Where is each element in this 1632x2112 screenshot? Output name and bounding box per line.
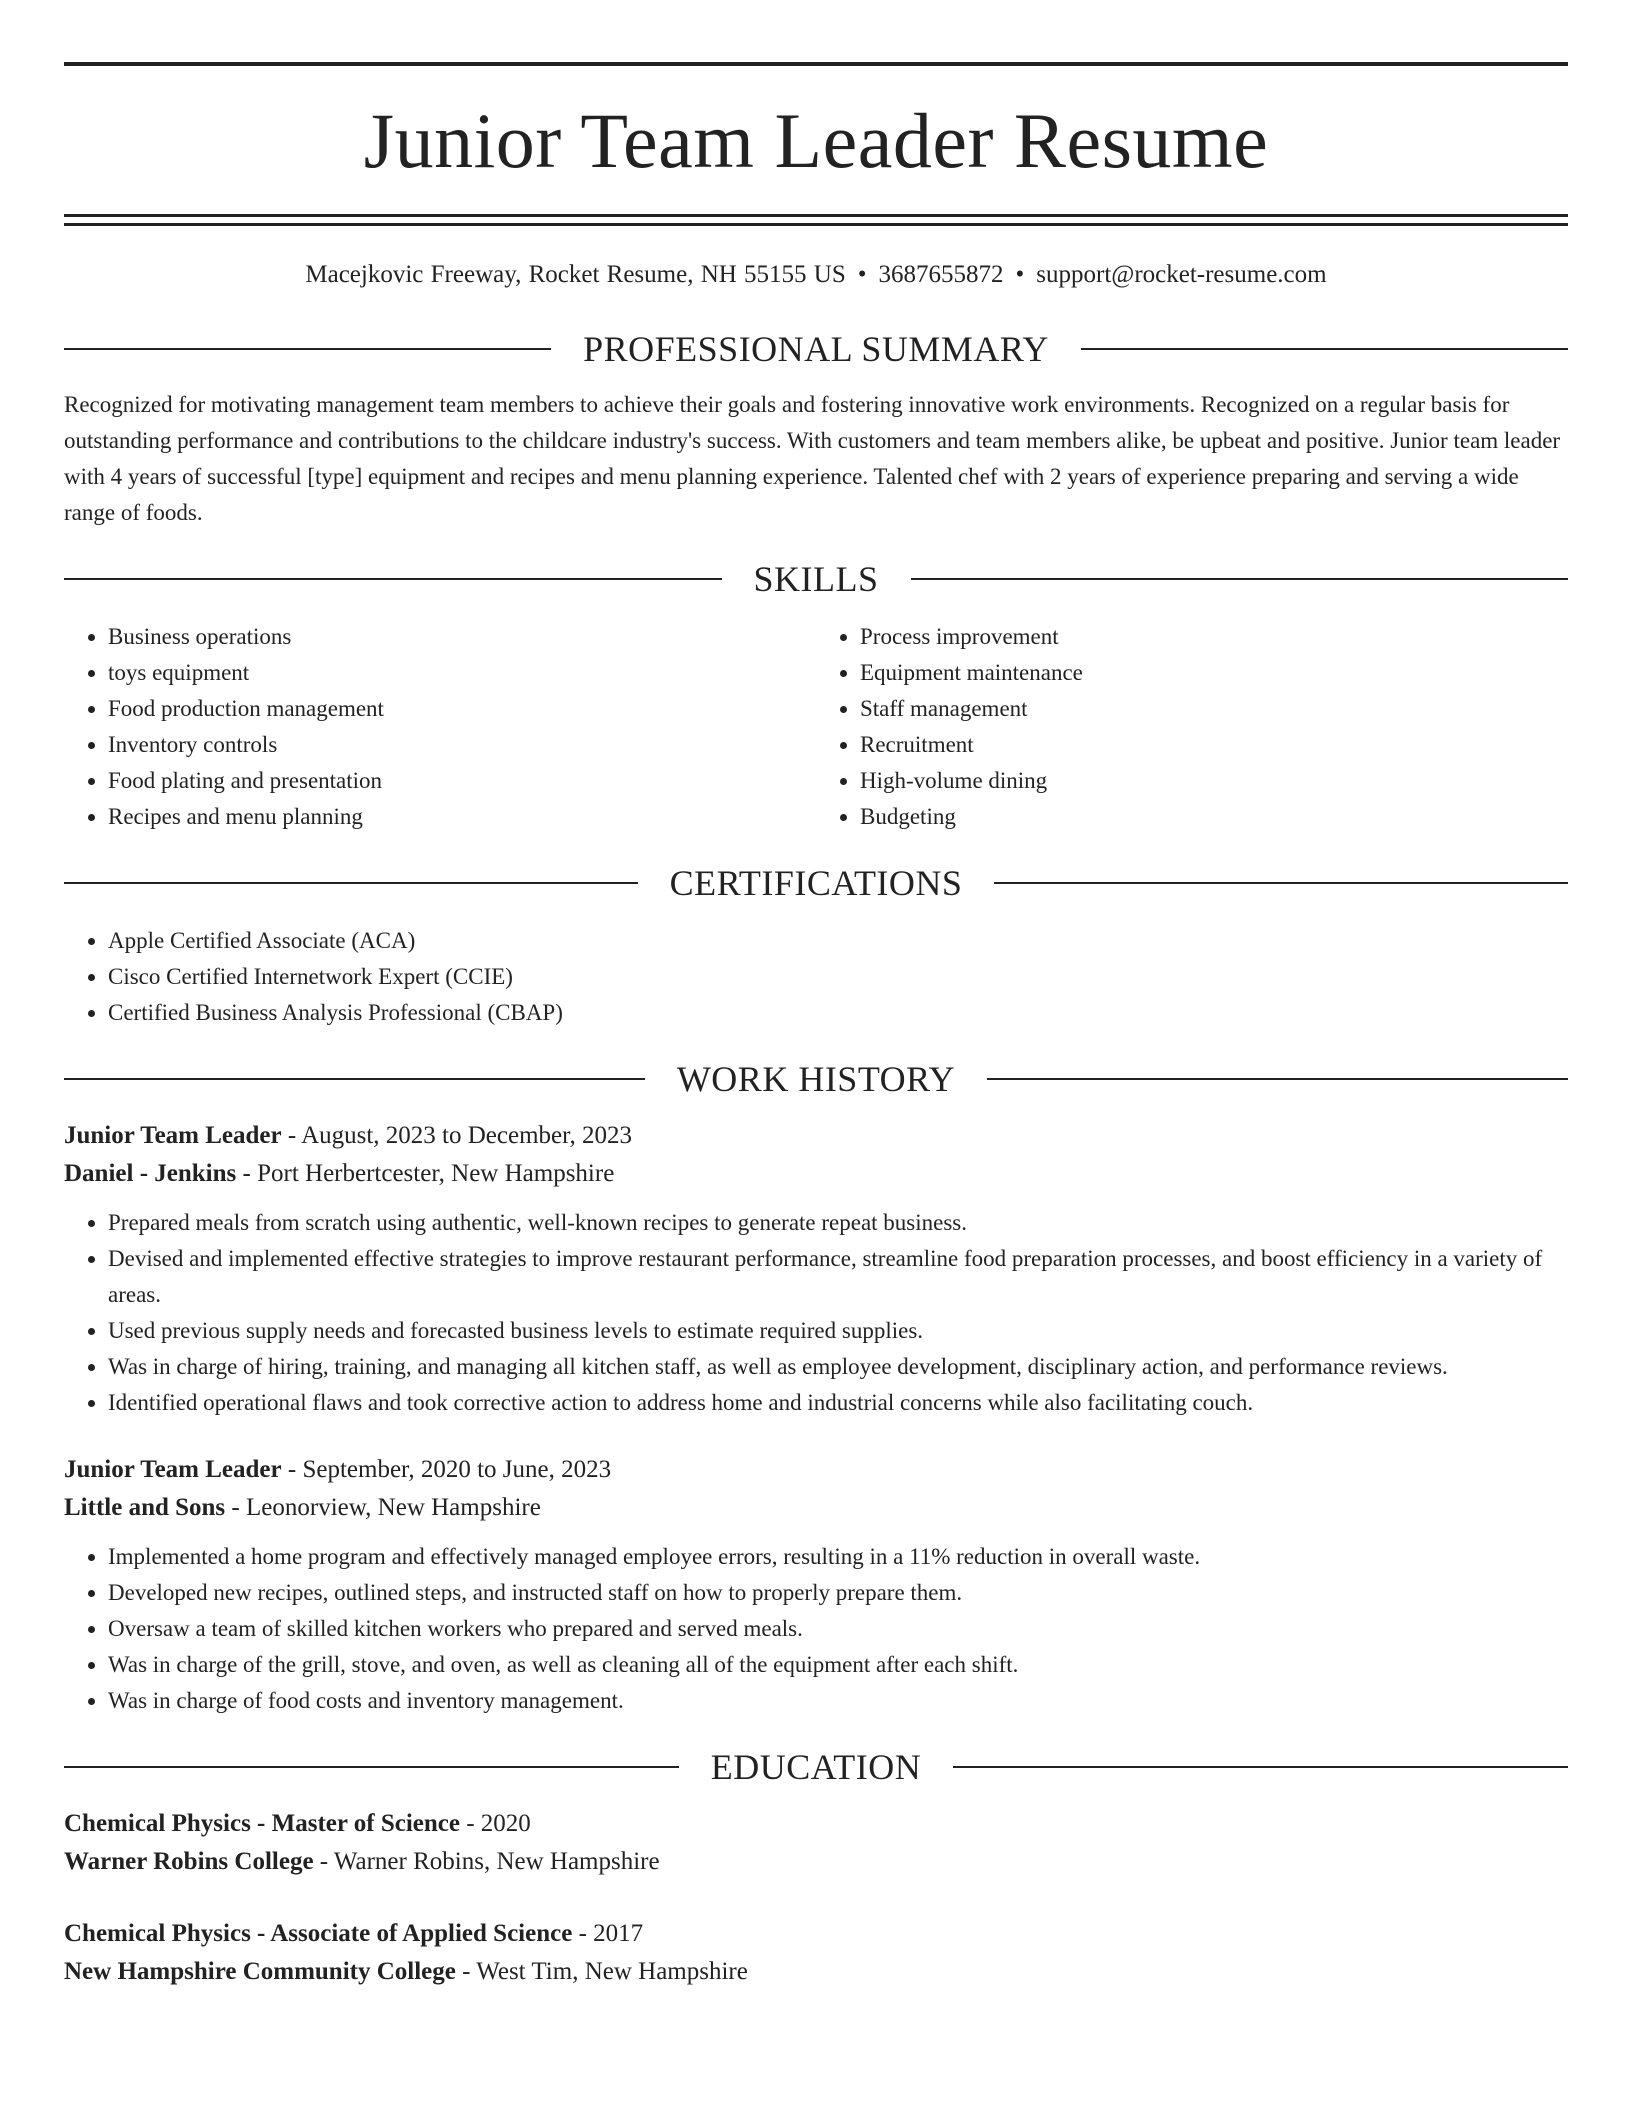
job-dates: - August, 2023 to December, 2023: [281, 1122, 632, 1149]
job-title: Junior Team Leader: [64, 1122, 282, 1149]
contact-phone: 3687655872: [878, 261, 1004, 288]
education-year: - 2020: [459, 1810, 531, 1837]
job-bullets: [64, 1205, 1568, 1421]
top-rule: [64, 62, 1568, 66]
section-rule: [64, 1766, 679, 1768]
section-header-education: [64, 1749, 1568, 1785]
section-title: WORK HISTORY: [676, 1059, 956, 1099]
job-title-line: [64, 1451, 1568, 1489]
section-title: EDUCATION: [710, 1747, 922, 1787]
section-rule: [64, 348, 551, 350]
job-company: Little and Sons: [64, 1494, 226, 1521]
education-degree: Chemical Physics - Master of Science: [64, 1810, 460, 1837]
job-location: - Leonorview, New Hampshire: [225, 1494, 541, 1521]
job-title: Junior Team Leader: [64, 1456, 282, 1483]
education-school: Warner Robins College: [64, 1848, 314, 1875]
job-bullet: • Identified operational flaws and took corrective action to address home and industrial concerns while also facilitating couch.: [108, 1385, 1568, 1421]
section-title: SKILLS: [753, 559, 879, 599]
skill-item: • Food production management: [108, 691, 816, 727]
education-school-line: [64, 1843, 1568, 1881]
education-school: New Hampshire Community College: [64, 1958, 456, 1985]
skill-item: • Recruitment: [860, 727, 1568, 763]
job-bullet: • Used previous supply needs and forecasted business levels to estimate required supplies.: [108, 1313, 1568, 1349]
section-rule: [64, 882, 638, 884]
section-header-summary: [64, 331, 1568, 367]
education-degree: Chemical Physics - Associate of Applied Science: [64, 1920, 573, 1947]
section-header-work-history: [64, 1061, 1568, 1097]
resume-title: Junior Team Leader Resume: [363, 97, 1269, 184]
skill-item: • Process improvement: [860, 619, 1568, 655]
skills-columns: [64, 619, 1568, 835]
section-rule: [987, 1078, 1568, 1080]
title-double-rule: [64, 214, 1568, 226]
certification-item: • Apple Certified Associate (ACA): [108, 923, 1568, 959]
section-header-certifications: [64, 865, 1568, 901]
skill-item: • toys equipment: [108, 655, 816, 691]
skill-item: • Business operations: [108, 619, 816, 655]
section-rule: [64, 1078, 645, 1080]
education-degree-line: [64, 1805, 1568, 1843]
skill-item: • Recipes and menu planning: [108, 799, 816, 835]
certification-item: • Certified Business Analysis Professional (CBAP): [108, 995, 1568, 1031]
contact-email: support@rocket-resume.com: [1036, 261, 1327, 288]
job-bullet: • Devised and implemented effective strategies to improve restaurant performance, streamline food preparation processes, and boost efficiency in a variety of areas.: [108, 1241, 1568, 1313]
education-location: - Warner Robins, New Hampshire: [313, 1848, 660, 1875]
job-bullets: [64, 1539, 1568, 1719]
job-bullet: • Was in charge of the grill, stove, and oven, as well as cleaning all of the equipment after each shift.: [108, 1647, 1568, 1683]
section-rule: [953, 1766, 1568, 1768]
section-rule: [1081, 348, 1568, 350]
section-title: PROFESSIONAL SUMMARY: [583, 329, 1049, 369]
skill-item: • Equipment maintenance: [860, 655, 1568, 691]
skill-item: • High-volume dining: [860, 763, 1568, 799]
education-year: - 2017: [572, 1920, 644, 1947]
contact-address: Macejkovic Freeway, Rocket Resume, NH 55155 US: [305, 261, 846, 288]
job-bullet: • Prepared meals from scratch using authentic, well-known recipes to generate repeat business.: [108, 1205, 1568, 1241]
job-location: - Port Herbertcester, New Hampshire: [236, 1160, 615, 1187]
job-bullet: • Oversaw a team of skilled kitchen workers who prepared and served meals.: [108, 1611, 1568, 1647]
job-bullet: • Was in charge of food costs and inventory management.: [108, 1683, 1568, 1719]
job-bullet: • Implemented a home program and effectively managed employee errors, resulting in a 11% reduction in overall waste.: [108, 1539, 1568, 1575]
section-title: CERTIFICATIONS: [669, 863, 963, 903]
job-entry: [64, 1451, 1568, 1719]
job-company: Daniel - Jenkins: [64, 1160, 237, 1187]
skills-list-right: [816, 619, 1568, 835]
job-company-line: [64, 1489, 1568, 1527]
section-header-skills: [64, 561, 1568, 597]
education-entry: [64, 1805, 1568, 1881]
skill-item: • Inventory controls: [108, 727, 816, 763]
job-title-line: [64, 1117, 1568, 1155]
section-rule: [994, 882, 1568, 884]
skill-item: • Budgeting: [860, 799, 1568, 835]
section-rule: [64, 578, 722, 580]
job-bullet: • Developed new recipes, outlined steps, and instructed staff on how to properly prepare them.: [108, 1575, 1568, 1611]
education-entry: [64, 1915, 1568, 1991]
education-school-line: [64, 1953, 1568, 1991]
education-location: - West Tim, New Hampshire: [455, 1958, 748, 1985]
certifications-list: [64, 923, 1568, 1031]
education-degree-line: [64, 1915, 1568, 1953]
skills-list-left: [64, 619, 816, 835]
skill-item: • Staff management: [860, 691, 1568, 727]
skill-item: • Food plating and presentation: [108, 763, 816, 799]
contact-separator: •: [1015, 261, 1025, 288]
job-entry: [64, 1117, 1568, 1421]
contact-line: [64, 262, 1568, 287]
job-company-line: [64, 1155, 1568, 1193]
summary-text: Recognized for motivating management team members to achieve their goals and fostering innovative work environments. Recognized on a regular basis for outstanding performance and contributions to the childcare industry's success. With customers and team members alike, be upbeat and positive. Junior team leader with 4 years of successful [type] equipment and recipes and menu planning experience. Talented chef with 2 years of experience preparing and serving a wide range of foods.: [64, 392, 1561, 525]
job-bullet: • Was in charge of hiring, training, and managing all kitchen staff, as well as employee development, disciplinary action, and performance reviews.: [108, 1349, 1568, 1385]
certification-item: • Cisco Certified Internetwork Expert (CCIE): [108, 959, 1568, 995]
contact-separator: •: [857, 261, 867, 288]
section-rule: [911, 578, 1569, 580]
job-dates: - September, 2020 to June, 2023: [281, 1456, 612, 1483]
